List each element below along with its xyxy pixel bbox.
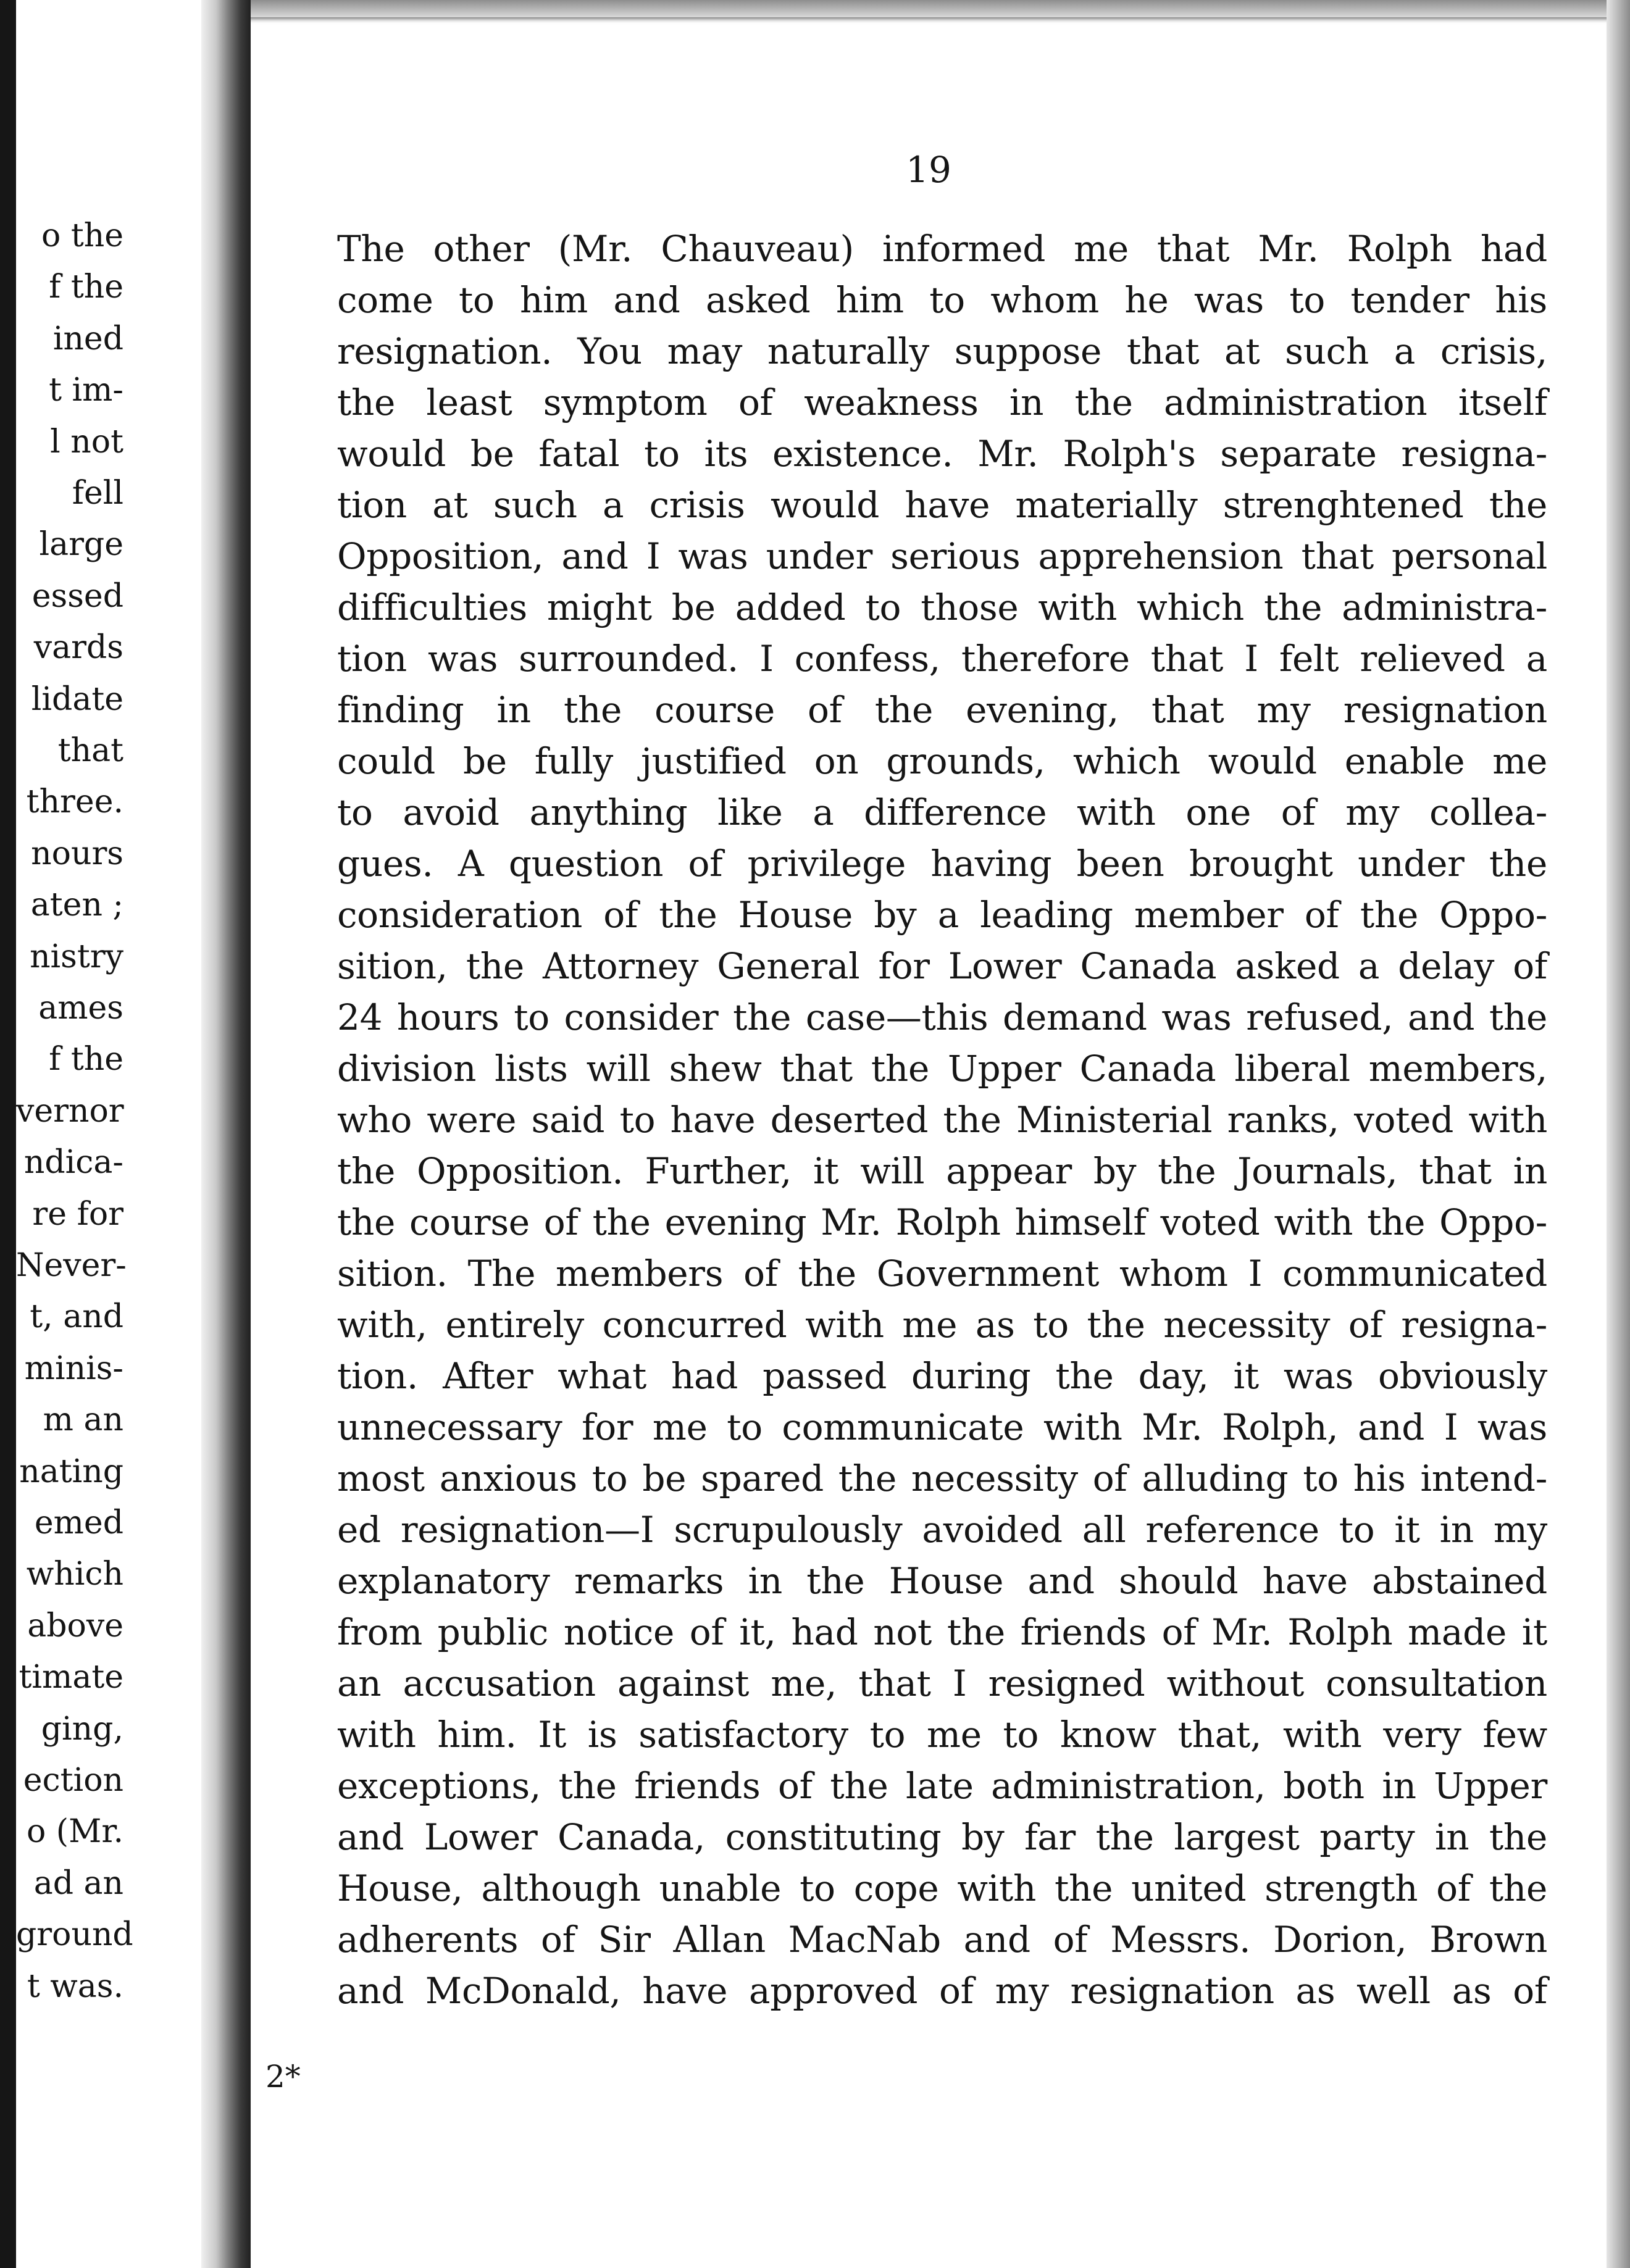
text-line: sition. The members of the Government whom I communicated bbox=[337, 1253, 1547, 1295]
text-line: most anxious to be spared the necessity of alluding to his intend- bbox=[337, 1457, 1547, 1499]
left-facing-page bbox=[16, 0, 201, 2268]
text-line: the least symptom of weakness in the administration itself bbox=[337, 381, 1547, 423]
text-line: to avoid anything like a difference with one of my collea- bbox=[337, 791, 1547, 833]
left-page-fragment: ground bbox=[16, 1916, 133, 1954]
page-number: 19 bbox=[906, 149, 951, 191]
text-line: division lists will shew that the Upper Canada liberal members, bbox=[337, 1048, 1547, 1090]
left-page-fragment: that bbox=[57, 732, 123, 769]
left-page-fragment: t im- bbox=[49, 372, 123, 409]
scan-edge-right bbox=[1607, 0, 1630, 2268]
left-page-fragment: three. bbox=[26, 783, 123, 821]
left-page-fragment: re for bbox=[32, 1195, 123, 1233]
left-page-fragment: o (Mr. bbox=[26, 1813, 123, 1851]
left-page-fragment: emed bbox=[34, 1504, 123, 1541]
left-page-fragment: timate bbox=[19, 1659, 123, 1696]
text-line: Opposition, and I was under serious apprehension that personal bbox=[337, 535, 1547, 577]
left-page-fragment: minis- bbox=[24, 1349, 123, 1387]
left-page-fragment: ined bbox=[52, 320, 123, 357]
text-line: gues. A question of privilege having been brought under the bbox=[337, 843, 1547, 885]
text-line: consideration of the House by a leading member of the Oppo- bbox=[337, 894, 1547, 936]
left-page-fragment: ad an bbox=[33, 1864, 123, 1902]
text-line: finding in the course of the evening, that my resignation bbox=[337, 689, 1547, 731]
left-page-fragment: f the bbox=[49, 269, 123, 306]
left-page-fragment: ection bbox=[23, 1762, 123, 1799]
text-line: ed resignation—I scrupulously avoided all reference to it in my bbox=[337, 1509, 1547, 1551]
main-page bbox=[251, 17, 1607, 2268]
text-line: with, entirely concurred with me as to the necessity of resigna- bbox=[337, 1304, 1547, 1346]
left-page-fragment: Never- bbox=[16, 1247, 127, 1284]
left-page-fragment: l not bbox=[50, 423, 123, 461]
text-line: unnecessary for me to communicate with Mr. Rolph, and I was bbox=[337, 1406, 1547, 1448]
left-page-fragment: f the bbox=[49, 1041, 123, 1078]
text-line: and McDonald, have approved of my resignation as well as of bbox=[337, 1970, 1547, 2012]
text-line: would be fatal to its existence. Mr. Rolph's separate resigna- bbox=[337, 433, 1547, 475]
text-line: come to him and asked him to whom he was to tender his bbox=[337, 279, 1547, 321]
left-page-fragment: vernor bbox=[16, 1092, 124, 1130]
left-page-fragment: t, and bbox=[30, 1298, 123, 1336]
left-page-fragment: fell bbox=[72, 475, 123, 512]
book-gutter bbox=[201, 0, 251, 2268]
left-page-fragment: essed bbox=[31, 577, 123, 615]
left-page-fragment: lidate bbox=[31, 680, 123, 718]
text-line: and Lower Canada, constituting by far the largest party in the bbox=[337, 1816, 1547, 1858]
text-line: the Opposition. Further, it will appear by the Journals, that in bbox=[337, 1150, 1547, 1192]
text-line: sition, the Attorney General for Lower Canada asked a delay of bbox=[337, 945, 1547, 987]
scan-edge-left bbox=[0, 0, 16, 2268]
text-line: House, although unable to cope with the united strength of the bbox=[337, 1867, 1547, 1909]
text-line: difficulties might be added to those with which the administra- bbox=[337, 586, 1547, 628]
text-line: explanatory remarks in the House and should have abstained bbox=[337, 1560, 1547, 1602]
text-line: from public notice of it, had not the friends of Mr. Rolph made it bbox=[337, 1611, 1547, 1653]
left-page-fragment: ames bbox=[38, 990, 123, 1027]
left-page-fragment: nating bbox=[19, 1453, 123, 1490]
body-text bbox=[337, 223, 1547, 2017]
text-line: tion. After what had passed during the day, it was obviously bbox=[337, 1355, 1547, 1397]
text-line: the course of the evening Mr. Rolph himself voted with the Oppo- bbox=[337, 1201, 1547, 1243]
text-line: who were said to have deserted the Ministerial ranks, voted with bbox=[337, 1099, 1547, 1141]
text-line: exceptions, the friends of the late administration, both in Upper bbox=[337, 1765, 1547, 1807]
text-line: tion was surrounded. I confess, therefore that I felt relieved a bbox=[337, 638, 1547, 680]
left-page-fragment: nours bbox=[31, 835, 123, 872]
left-page-fragment: large bbox=[39, 526, 123, 564]
text-line: tion at such a crisis would have materially strenghtened the bbox=[337, 484, 1547, 526]
text-line: with him. It is satisfactory to me to know that, with very few bbox=[337, 1714, 1547, 1756]
scan-edge-top bbox=[251, 0, 1630, 19]
text-line: adherents of Sir Allan MacNab and of Messrs. Dorion, Brown bbox=[337, 1919, 1547, 1961]
text-line: could be fully justified on grounds, which would enable me bbox=[337, 740, 1547, 782]
text-line: resignation. You may naturally suppose that at such a crisis, bbox=[337, 330, 1547, 372]
left-page-fragment: nistry bbox=[30, 938, 123, 975]
left-page-fragment: ging, bbox=[41, 1710, 123, 1748]
text-line: an accusation against me, that I resigned without consultation bbox=[337, 1662, 1547, 1704]
text-line: The other (Mr. Chauveau) informed me that Mr. Rolph had bbox=[337, 228, 1547, 270]
left-page-fragment: m an bbox=[43, 1401, 123, 1439]
left-page-fragment: t was. bbox=[27, 1967, 123, 2005]
text-line: 24 hours to consider the case—this demand was refused, and the bbox=[337, 996, 1547, 1038]
left-page-fragment: ndica- bbox=[23, 1144, 123, 1182]
left-page-fragment: aten ; bbox=[30, 886, 123, 924]
left-page-fragment: which bbox=[26, 1556, 123, 1593]
left-page-fragment: vards bbox=[33, 629, 123, 667]
left-page-fragment: o the bbox=[41, 217, 123, 254]
left-page-fragment: above bbox=[27, 1607, 123, 1645]
signature-mark: 2* bbox=[265, 2059, 301, 2095]
